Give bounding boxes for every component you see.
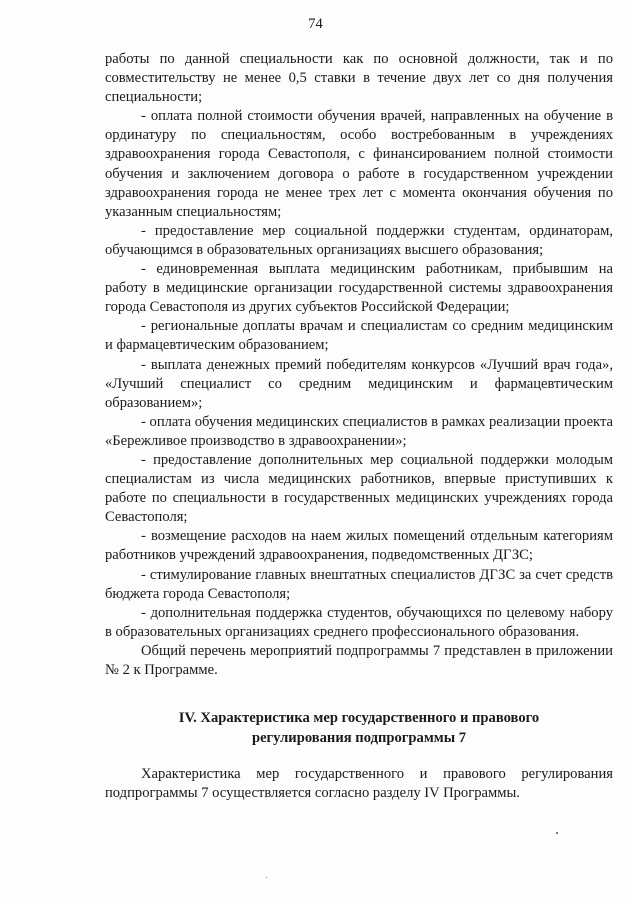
list-item: - стимулирование главных внештатных специалистов ДГЗС за счет средств бюджета города Севастополя; (105, 566, 613, 602)
section-body-paragraph: Характеристика мер государственного и правового регулирования подпрограммы 7 осуществляется согласно разделу IV Программы. (105, 766, 613, 802)
list-item: - оплата обучения медицинских специалистов в рамках реализации проекта «Бережливое производство в здравоохранении»; (105, 413, 613, 449)
list-item: - возмещение расходов на наем жилых помещений отдельным категориям работников учреждений здравоохранения, подведомственных ДГЗС; (105, 528, 613, 564)
scan-speck (556, 832, 558, 834)
section-heading (105, 709, 613, 748)
list-item: - оплата полной стоимости обучения врачей, направленных на обучение в ординатуру по специальностям, особо востребованным в учреждениях здравоохранения города Севастополя, с финансированием полной стоимости обучения и заключением договора о работе в государственном учреждении здравоохранения города не менее трех лет с момента окончания обучения по указанным специальностям; (105, 108, 613, 220)
page-number: 74 (308, 16, 323, 32)
list-item: - предоставление дополнительных мер социальной поддержки молодым специалистам из числа медицинских работников, впервые приступивших к работе по специальности в государственных медицинских учреждениях города Севастополя; (105, 451, 613, 526)
document-body (105, 50, 613, 680)
list-item: - региональные доплаты врачам и специалистам со средним медицинским и фармацевтическим образованием; (105, 318, 613, 354)
section-heading-line-1: IV. Характеристика мер государственного и правового (178, 710, 540, 726)
section-heading-line-2: регулирования подпрограммы 7 (251, 729, 467, 746)
paragraph-continuation: работы по данной специальности как по основной должности, так и по совместительству не менее 0,5 ставки в течение двух лет со дня получения специальности; (105, 51, 613, 106)
list-item: - дополнительная поддержка студентов, обучающихся по целевому набору в образовательных организациях среднего профессионального образования. (105, 604, 613, 640)
list-item: - предоставление мер социальной поддержки студентам, ординаторам, обучающимся в образовательных организациях высшего образования; (105, 222, 613, 258)
summary-paragraph: Общий перечень мероприятий подпрограммы 7 представлен в приложении № 2 к Программе. (105, 642, 613, 678)
scan-speck (266, 877, 267, 878)
list-item: - выплата денежных премий победителям конкурсов «Лучший врач года», «Лучший специалист со средним медицинским и фармацевтическим образованием»; (105, 356, 613, 411)
list-item: - единовременная выплата медицинским работникам, прибывшим на работу в медицинские организации государственной системы здравоохранения города Севастополя из других субъектов Российской Федерации; (105, 261, 613, 316)
